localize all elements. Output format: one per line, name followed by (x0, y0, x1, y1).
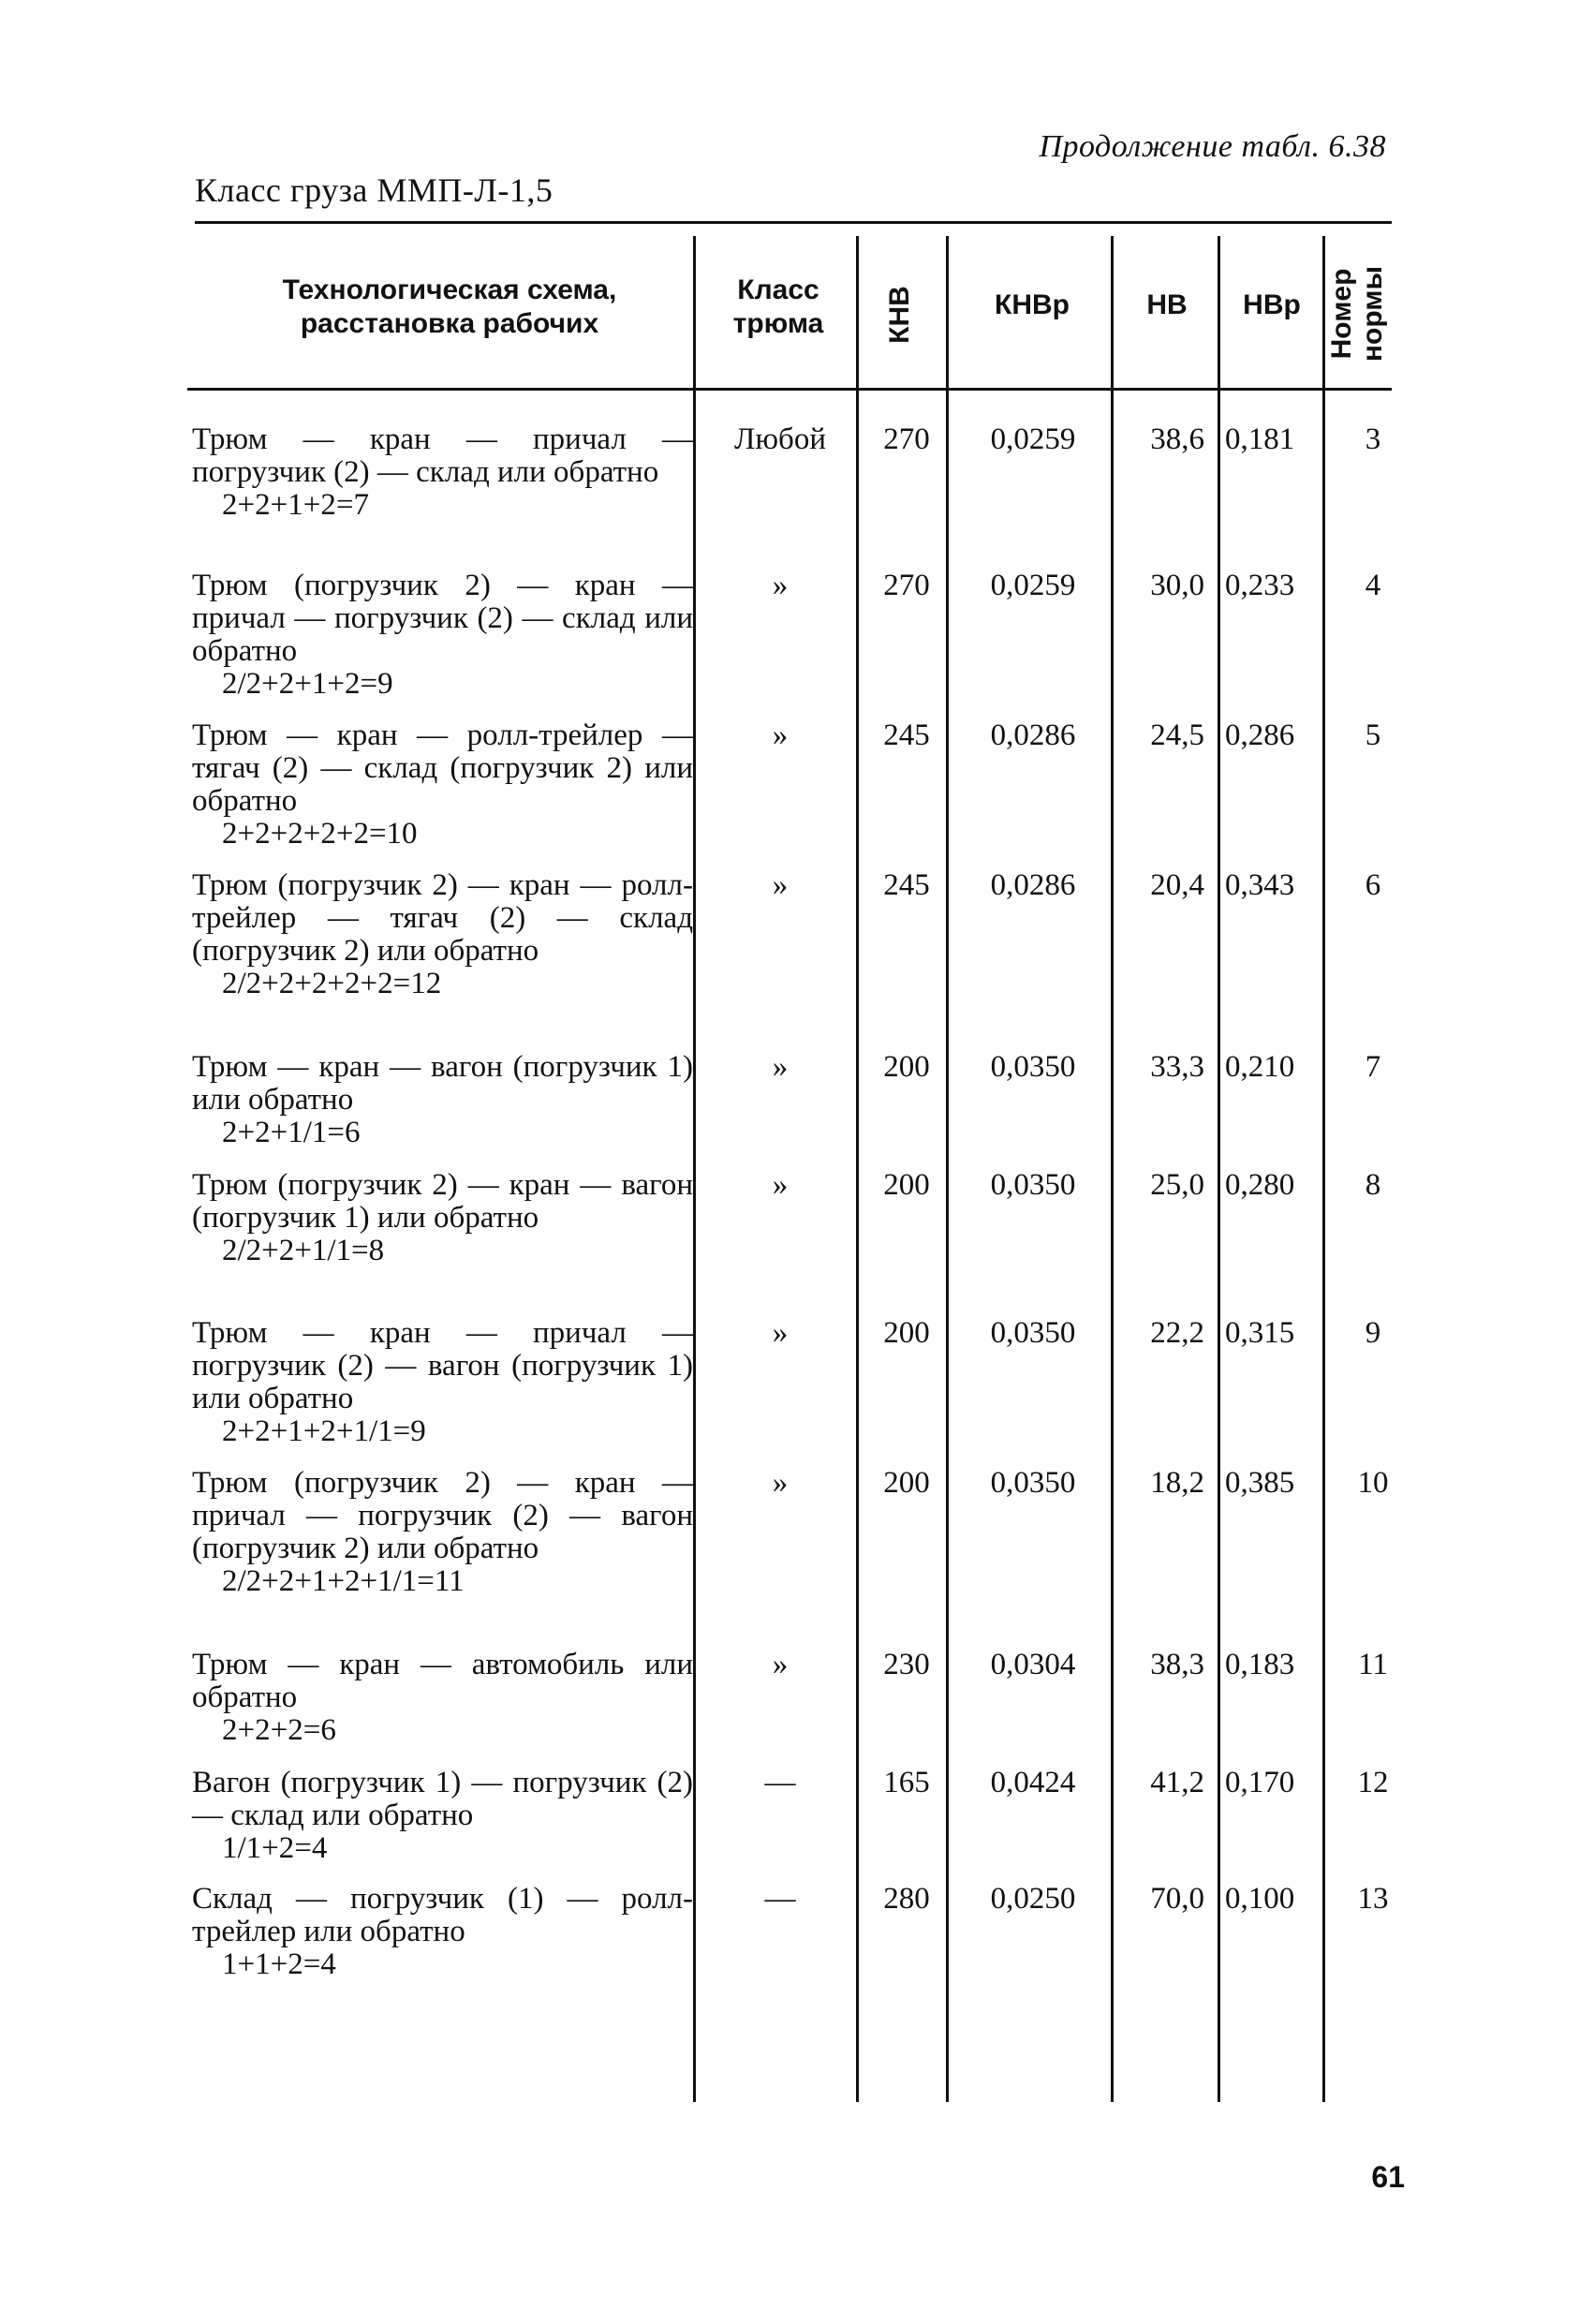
row-scheme: Трюм — кран — причал — погрузчик (2) — вагон (погрузчик 1) или обратно 2+2+1+2+1/1=9 (192, 1316, 693, 1448)
row-formula: 2+2+2+2+2=10 (222, 817, 418, 851)
row-nv-r: 0,210 (1225, 1050, 1295, 1084)
row-hold-class: » (772, 569, 789, 602)
row-formula: 1/1+2=4 (222, 1831, 328, 1865)
row-nv: 30,0 (1150, 569, 1204, 602)
row-nv-r: 0,183 (1225, 1648, 1295, 1681)
column-divider (693, 236, 696, 2102)
header-hold-class: Класс трюма (732, 274, 824, 339)
row-knv-r: 0,0350 (990, 1466, 1076, 1500)
row-norm-number: 7 (1365, 1050, 1381, 1084)
column-divider (1218, 236, 1220, 2102)
row-scheme: Трюм — кран — автомобиль или обратно 2+2+2=6 (192, 1648, 693, 1747)
row-nv: 22,2 (1150, 1316, 1204, 1350)
row-hold-class: » (772, 1050, 789, 1084)
row-knv-r: 0,0286 (990, 718, 1076, 752)
row-knv-r: 0,0350 (990, 1050, 1076, 1084)
row-knv-r: 0,0259 (990, 422, 1076, 456)
header-nv-r: НВр (1243, 289, 1301, 320)
row-knv: 280 (883, 1882, 930, 1916)
row-hold-class: » (772, 1466, 789, 1500)
row-nv-r: 0,315 (1225, 1316, 1295, 1350)
row-norm-number: 12 (1357, 1766, 1389, 1799)
table-header-rule (187, 388, 1392, 391)
row-norm-number: 4 (1365, 569, 1381, 602)
header-nv: НВ (1146, 289, 1188, 320)
row-nv: 41,2 (1150, 1766, 1204, 1799)
table-continuation-note: Продолжение табл. 6.38 (1039, 129, 1386, 164)
row-knv: 270 (883, 422, 930, 456)
row-knv: 200 (883, 1316, 930, 1350)
row-nv: 25,0 (1150, 1168, 1204, 1202)
row-norm-number: 5 (1365, 718, 1381, 752)
row-knv: 200 (883, 1050, 930, 1084)
row-scheme: Трюм — кран — ролл-трейлер — тягач (2) — склад (погрузчик 2) или обратно 2+2+2+2+2=10 (192, 718, 693, 851)
row-formula: 2+2+1+2=7 (222, 488, 369, 522)
column-divider (1322, 236, 1325, 2102)
cargo-class-title: Класс груза ММП-Л-1,5 (195, 171, 553, 209)
row-hold-class: — (764, 1766, 796, 1799)
row-norm-number: 9 (1365, 1316, 1381, 1350)
row-norm-number: 13 (1357, 1882, 1389, 1916)
row-knv: 270 (883, 569, 930, 602)
row-scheme: Склад — погрузчик (1) — ролл-трейлер или обратно 1+1+2=4 (192, 1882, 693, 1981)
row-knv-r: 0,0250 (990, 1882, 1076, 1916)
table-top-rule (195, 221, 1392, 224)
row-hold-class: Любой (734, 422, 826, 456)
row-scheme: Трюм (погрузчик 2) — кран — вагон (погрузчик 1) или обратно 2/2+2+1/1=8 (192, 1168, 693, 1267)
row-formula: 2/2+2+1+2+1/1=11 (222, 1564, 465, 1598)
row-norm-number: 6 (1365, 868, 1381, 902)
row-hold-class: » (772, 1648, 789, 1681)
row-norm-number: 10 (1357, 1466, 1389, 1500)
row-norm-number: 11 (1358, 1648, 1388, 1681)
row-norm-number: 3 (1365, 422, 1381, 456)
row-knv: 245 (883, 868, 930, 902)
row-nv: 18,2 (1150, 1466, 1204, 1500)
row-knv: 200 (883, 1466, 930, 1500)
row-formula: 2/2+2+1/1=8 (222, 1234, 385, 1267)
row-formula: 1+1+2=4 (222, 1947, 336, 1981)
header-knv: КНВ (884, 286, 915, 344)
row-formula: 2/2+2+1+2=9 (222, 667, 393, 701)
row-scheme: Трюм — кран — причал — погрузчик (2) — склад или обратно 2+2+1+2=7 (192, 422, 693, 522)
row-scheme: Трюм (погрузчик 2) — кран — ролл-трейлер — тягач (2) — склад (погрузчик 2) или обратно 2/2+2+2+2+2=12 (192, 868, 693, 1000)
row-nv-r: 0,170 (1225, 1766, 1295, 1799)
row-hold-class: — (764, 1882, 796, 1916)
row-knv: 165 (883, 1766, 930, 1799)
row-nv-r: 0,233 (1225, 569, 1295, 602)
row-norm-number: 8 (1365, 1168, 1381, 1202)
row-nv: 24,5 (1150, 718, 1204, 752)
row-nv-r: 0,280 (1225, 1168, 1295, 1202)
row-knv-r: 0,0424 (990, 1766, 1076, 1799)
row-knv: 245 (883, 718, 930, 752)
row-nv: 20,4 (1150, 868, 1204, 902)
row-nv-r: 0,181 (1225, 422, 1295, 456)
row-nv-r: 0,100 (1225, 1882, 1295, 1916)
row-hold-class: » (772, 718, 789, 752)
row-nv: 38,3 (1150, 1648, 1204, 1681)
row-scheme: Трюм (погрузчик 2) — кран — причал — погрузчик (2) — вагон (погрузчик 2) или обратно 2/2+2+1+2+1/1=11 (192, 1466, 693, 1598)
row-formula: 2+2+2=6 (222, 1713, 336, 1747)
row-nv: 70,0 (1150, 1882, 1204, 1916)
row-scheme: Трюм (погрузчик 2) — кран — причал — погрузчик (2) — склад или обратно 2/2+2+1+2=9 (192, 569, 693, 701)
row-knv-r: 0,0286 (990, 868, 1076, 902)
page-number: 61 (1371, 2160, 1405, 2194)
row-hold-class: » (772, 1316, 789, 1350)
row-hold-class: » (772, 868, 789, 902)
row-formula: 2/2+2+2+2+2=12 (222, 967, 442, 1000)
row-formula: 2+2+1+2+1/1=9 (222, 1414, 426, 1448)
row-knv-r: 0,0304 (990, 1648, 1076, 1681)
row-knv: 230 (883, 1648, 930, 1681)
row-hold-class: » (772, 1168, 789, 1202)
row-knv-r: 0,0259 (990, 569, 1076, 602)
row-knv-r: 0,0350 (990, 1168, 1076, 1202)
header-norm-number: Номер нормы (1326, 265, 1388, 363)
row-knv-r: 0,0350 (990, 1316, 1076, 1350)
row-knv: 200 (883, 1168, 930, 1202)
header-knv-r: КНВр (995, 289, 1070, 320)
row-scheme: Вагон (погрузчик 1) — погрузчик (2) — склад или обратно 1/1+2=4 (192, 1766, 693, 1865)
row-nv-r: 0,343 (1225, 868, 1295, 902)
row-scheme: Трюм — кран — вагон (погрузчик 1) или обратно 2+2+1/1=6 (192, 1050, 693, 1149)
row-nv: 38,6 (1150, 422, 1204, 456)
row-formula: 2+2+1/1=6 (222, 1116, 361, 1149)
row-nv-r: 0,286 (1225, 718, 1295, 752)
header-scheme: Технологическая схема, расстановка рабочих (282, 274, 617, 339)
row-nv: 33,3 (1150, 1050, 1204, 1084)
row-nv-r: 0,385 (1225, 1466, 1295, 1500)
